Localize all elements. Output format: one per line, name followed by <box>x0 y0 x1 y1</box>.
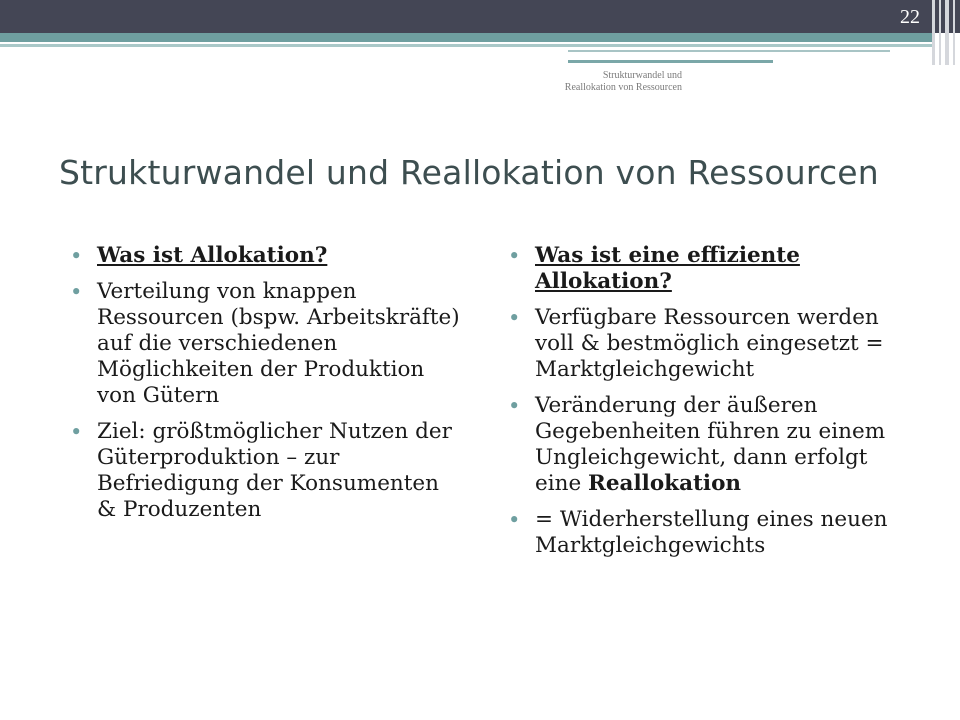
list-item <box>508 243 908 295</box>
reallokation-emphasis: Reallokation <box>588 471 742 496</box>
left-column <box>70 243 460 533</box>
bullet-dot-icon: • <box>70 420 83 444</box>
right-decorative-bars <box>930 0 960 65</box>
left-bullet-text: Ziel: größtmöglicher Nutzen der Güterproduktion – zur Befriedigung der Konsumenten & Produzenten <box>97 419 452 522</box>
list-item <box>70 279 460 409</box>
top-light-line <box>0 44 935 47</box>
list-item <box>508 393 908 497</box>
header-rule-accent <box>568 60 773 63</box>
bullet-dot-icon: • <box>508 394 521 418</box>
left-heading: Was ist Allokation? <box>97 243 328 268</box>
right-heading: Was ist eine effiziente Allokation? <box>535 243 800 294</box>
bullet-dot-icon: • <box>508 306 521 330</box>
header-caption: Strukturwandel und Reallokation von Ressourcen <box>564 70 682 93</box>
list-item <box>508 507 908 559</box>
right-column <box>508 243 908 569</box>
bullet-dot-icon: • <box>70 244 83 268</box>
slide-number: 22 <box>900 6 920 28</box>
right-bullet-text: Verfügbare Ressourcen werden voll & bestmöglich eingesetzt = Marktgleichgewicht <box>535 305 884 382</box>
list-item <box>70 243 460 269</box>
left-bullet-text: Verteilung von knappen Ressourcen (bspw. Arbeitskräfte) auf die verschiedenen Möglichkeiten der Produktion von Gütern <box>97 279 460 408</box>
right-bullet-text <box>535 393 885 496</box>
left-bullet-list <box>70 243 460 523</box>
top-teal-band <box>0 33 935 42</box>
right-bullet-list <box>508 243 908 559</box>
bullet-dot-icon: • <box>508 508 521 532</box>
bullet-dot-icon: • <box>508 244 521 268</box>
header-rule <box>568 50 890 52</box>
right-bullet-text: = Widerherstellung eines neuen Marktgleichgewichts <box>535 507 888 558</box>
top-decorative-band <box>0 0 960 33</box>
right-bullet-plain: Veränderung der äußeren Gegebenheiten führen zu einem Ungleichgewicht, dann erfolgt eine <box>535 393 886 496</box>
slide-title: Strukturwandel und Reallokation von Ressourcen <box>59 153 879 192</box>
list-item <box>70 419 460 523</box>
bullet-dot-icon: • <box>70 280 83 304</box>
list-item <box>508 305 908 383</box>
